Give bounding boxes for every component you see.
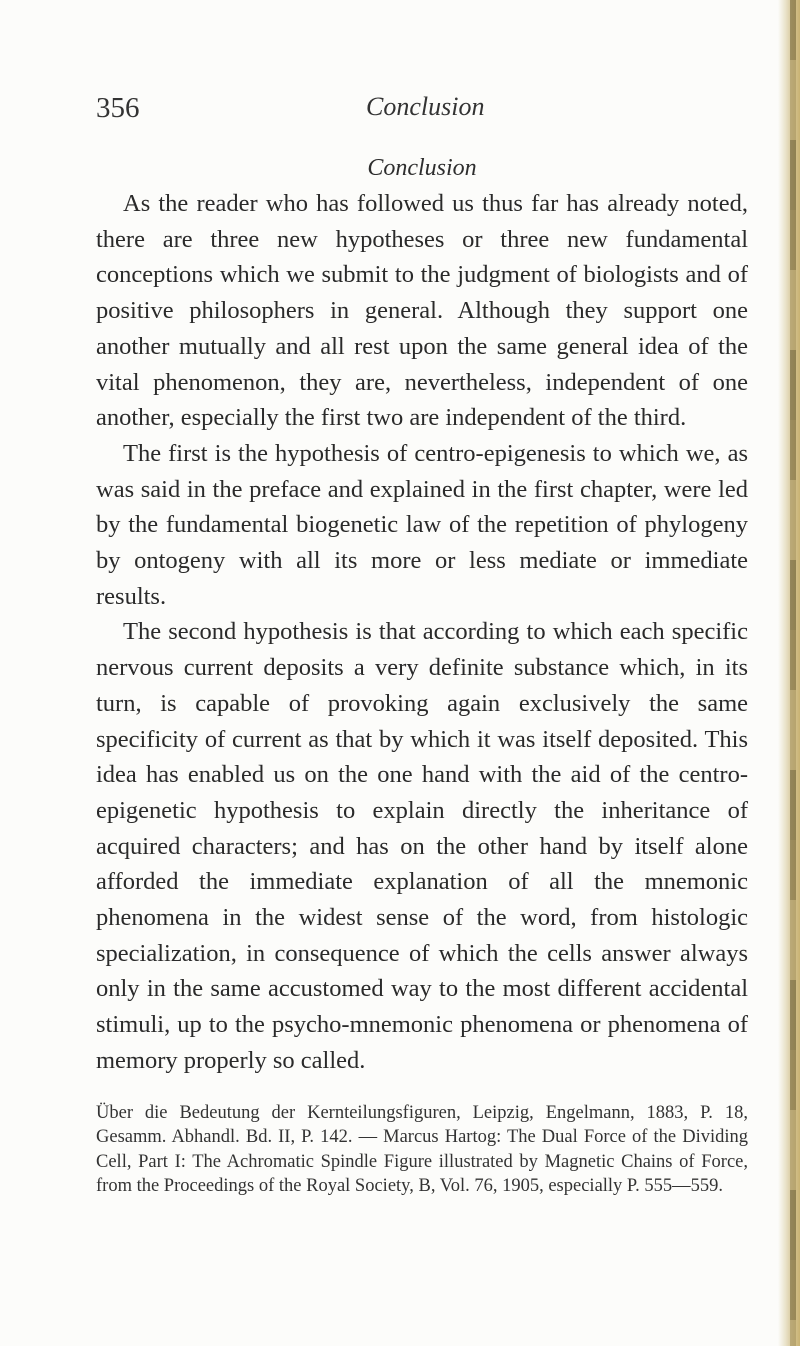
page-edge-shadow [778, 0, 800, 1346]
page-edge-binding [790, 0, 796, 1346]
paragraph-intro: As the reader who has followed us thus far has already noted, there are three new hypotheses or three new fundamental conceptions which we submit to the judgment of biologists and of positive philosophers in general. Although they support one another mutually and all rest upon the same general idea of the vital phenomenon, they are, nevertheless, independent of one another, especially the first two are independent of the third. [96, 190, 748, 432]
running-title: Conclusion [366, 92, 485, 121]
page-content [96, 150, 748, 1199]
running-head [96, 92, 656, 132]
page-number: 356 [96, 92, 140, 124]
footnote: Über die Bedeutung der Kernteilungsfiguren, Leipzig, Engelmann, 1883, P. 18, Gesamm. Abhandl. Bd. II, P. 142. — Marcus Hartog: The Dual Force of the Dividing Cell, Part I: The Achromatic Spindle Figure illustrated by Magnetic Chains of Force, from the Proceedings of the Royal Society, B, Vol. 76, 1905, especially P. 555—559. [96, 1102, 748, 1197]
paragraph-first-hypothesis: The first is the hypothesis of centro-epigenesis to which we, as was said in the preface and explained in the first chapter, were led by the fundamental biogenetic law of the repetition of phylogeny by ontogeny with all its more or less mediate or immediate results. [96, 439, 748, 610]
section-title: Conclusion [367, 155, 477, 181]
paragraph-second-hypothesis: The second hypothesis is that according to which each specific nervous current deposits a very definite substance which, in its turn, is capable of provoking again exclusively the same specificity of current as that by which it was itself deposited. This idea has enabled us on the one hand with the aid of the centro-epigenetic hypothesis to explain directly the inheritance of acquired characters; and has on the other hand by itself alone afforded the immediate explanation of all the mnemonic phenomena in the widest sense of the word, from histologic specialization, in consequence of which the cells answer always only in the same accustomed way to the most different accidental stimuli, up to the psycho-mnemonic phenomena or phenomena of memory properly so called. [96, 618, 748, 1074]
